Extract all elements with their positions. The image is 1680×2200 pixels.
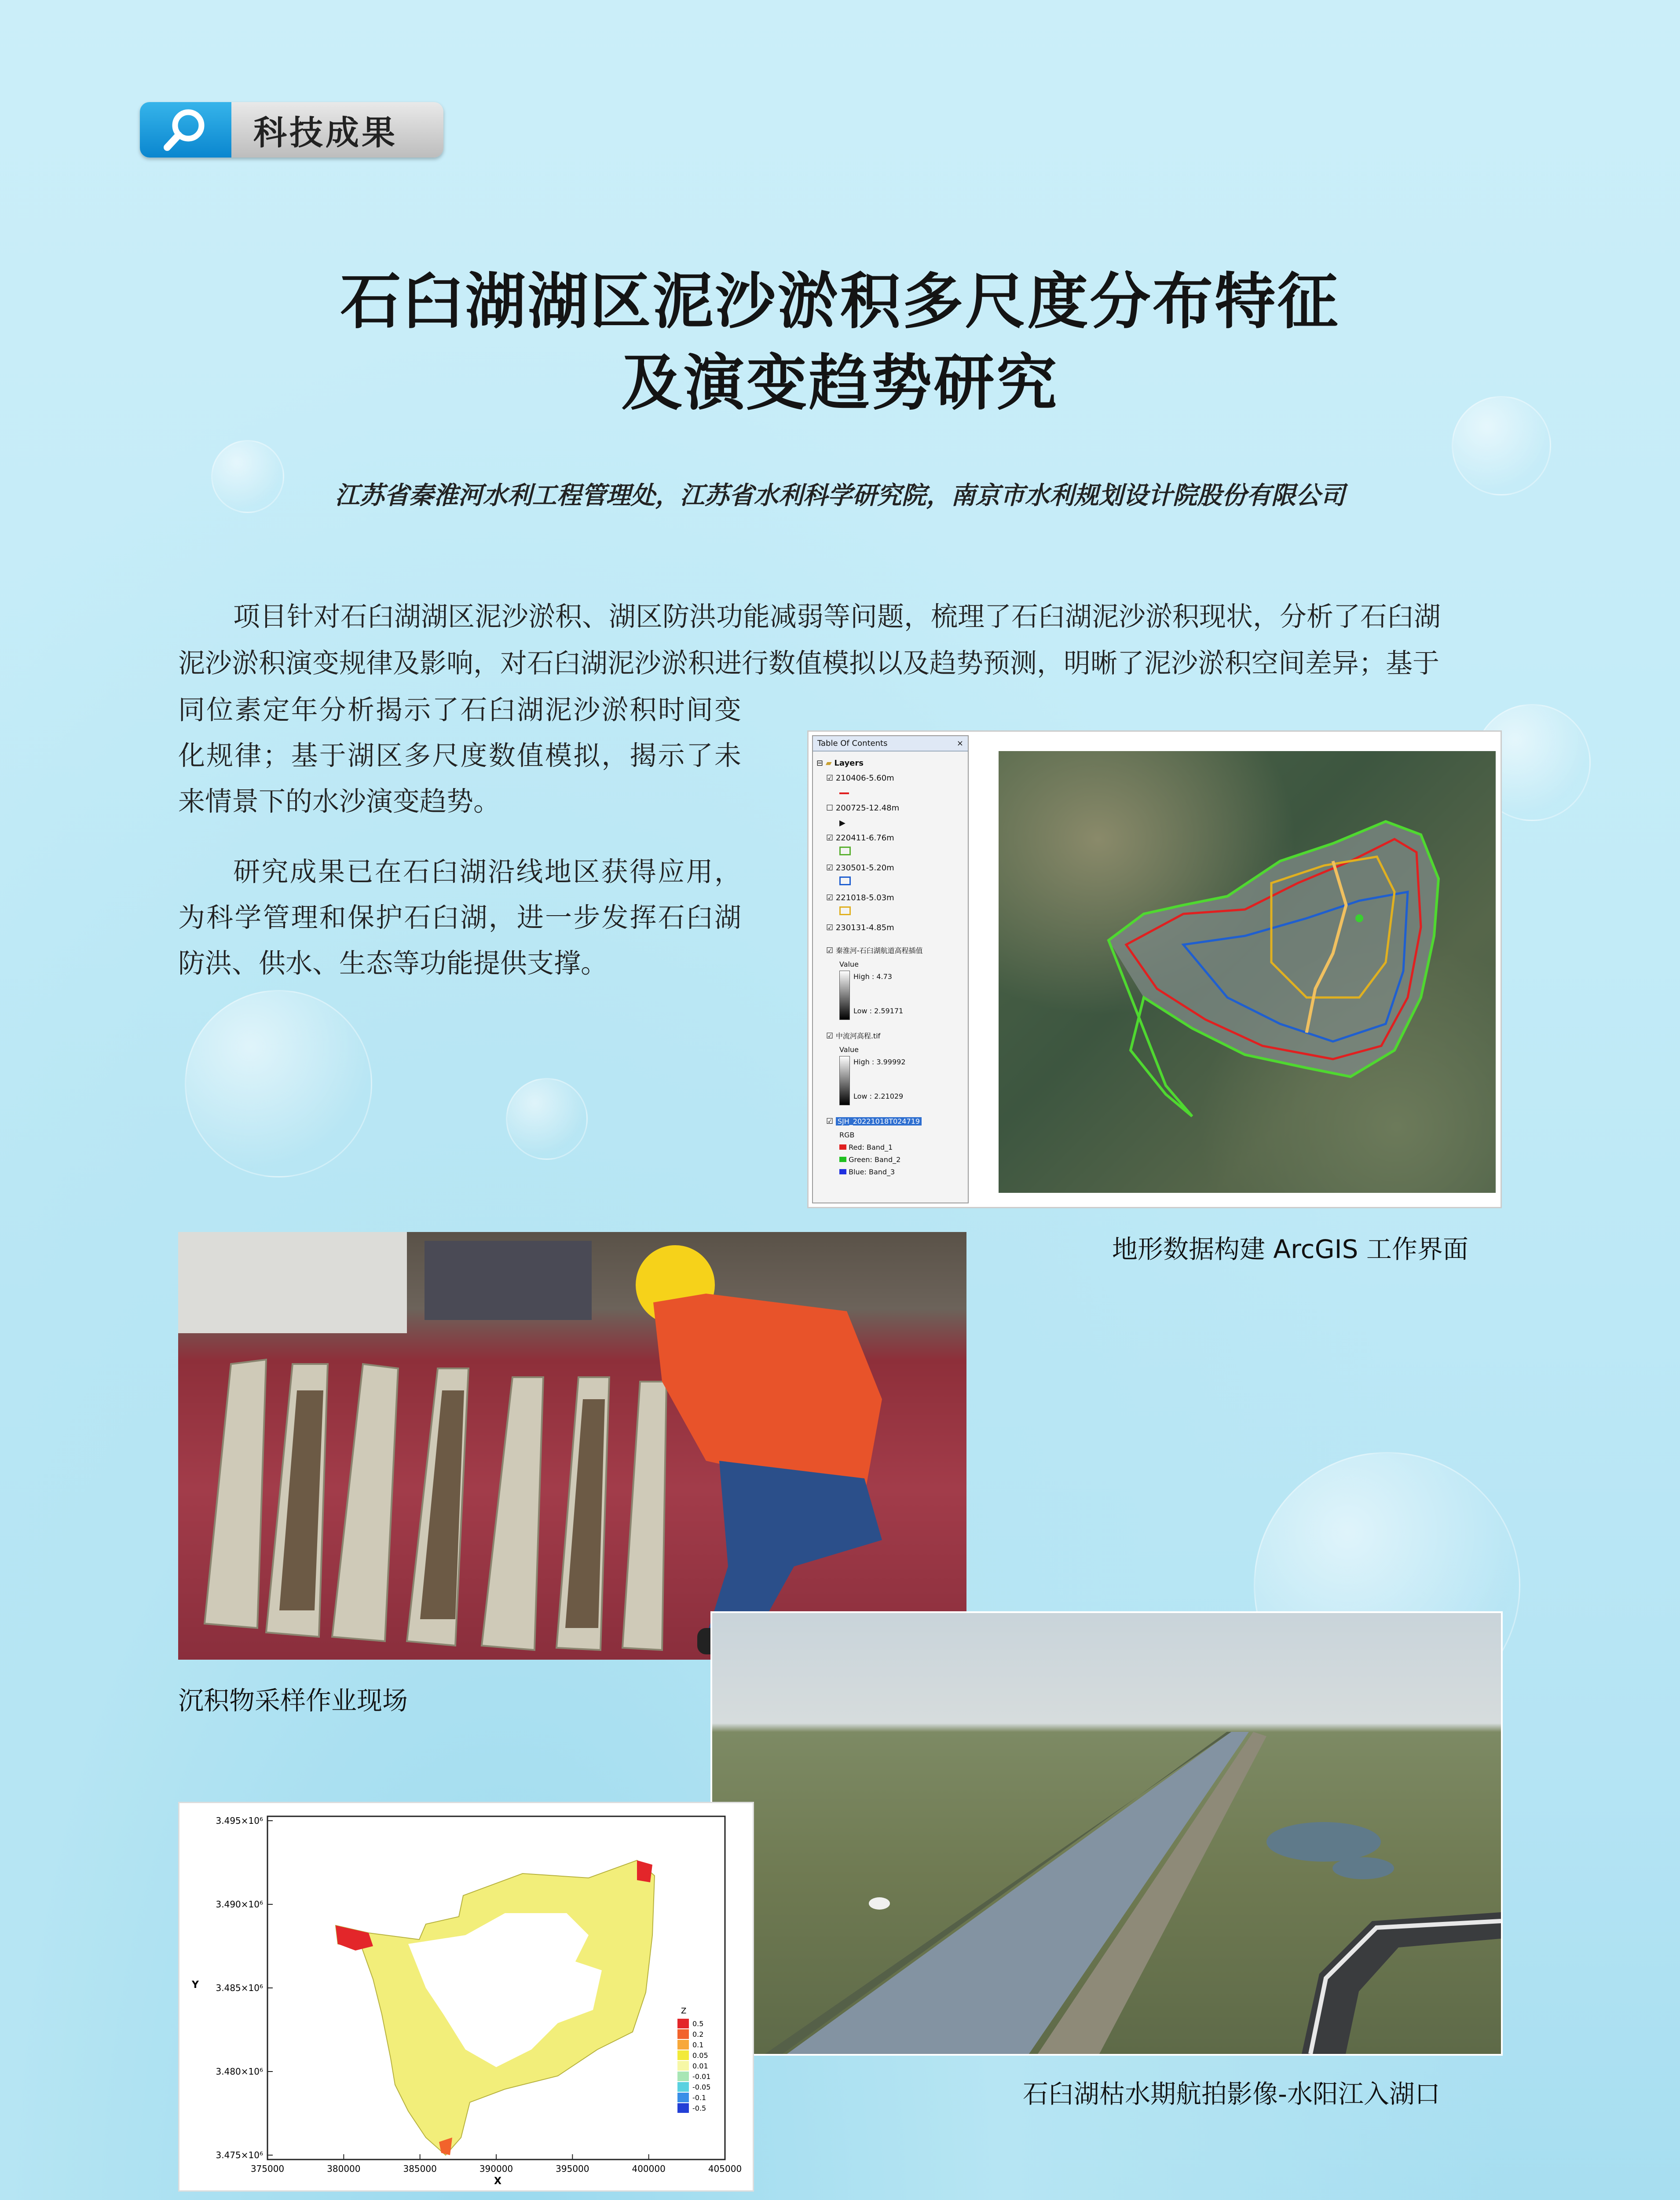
erosion-zone (336, 1925, 373, 1951)
legend-swatch (677, 2029, 689, 2039)
legend-label: 0.05 (692, 2051, 708, 2060)
y-tick-label: 3.480×10⁶ (216, 2066, 263, 2077)
layer-symbol (839, 906, 851, 915)
magnifier-icon (140, 102, 231, 158)
erosion-zone (637, 1860, 652, 1882)
legend-swatch (677, 2040, 689, 2050)
toc-root-label: Layers (834, 759, 864, 768)
legend-label: -0.5 (692, 2104, 706, 2112)
aerial-caption: 石臼湖枯水期航拍影像-水阳江入湖口 (1023, 2079, 1440, 2109)
x-tick-label: 395000 (556, 2163, 589, 2174)
aerial-photo (710, 1611, 1503, 2056)
article-authors: 江苏省秦淮河水利工程管理处，江苏省水利科学研究院，南京市水利规划设计院股份有限公司 (335, 481, 1345, 510)
layer-symbol: ▶ (839, 818, 845, 828)
layer-symbol (839, 792, 849, 794)
arcgis-screenshot (807, 730, 1502, 1208)
legend (677, 2019, 710, 2113)
article-title-line2: 及演变趋势研究 (621, 347, 1059, 418)
x-axis-label: X (494, 2176, 501, 2187)
image-layer[interactable]: ☑ SJH_20221018T024719 (826, 1114, 964, 1129)
layer-item[interactable]: ☑ 221018-5.03m (826, 893, 894, 902)
x-tick-label: 375000 (250, 2163, 285, 2174)
legend-swatch (677, 2061, 689, 2071)
x-tick-label: 405000 (708, 2163, 742, 2174)
sampling-caption: 沉积物采样作业现场 (178, 1686, 408, 1716)
legend-swatch (677, 2082, 689, 2092)
contour-plot (178, 1802, 754, 2192)
x-tick-label: 390000 (479, 2163, 513, 2174)
raster-layer[interactable]: ☑ 中流河高程.tif (826, 1031, 881, 1041)
body-line: 泥沙淤积演变规律及影响，对石臼湖泥沙淤积进行数值模拟以及趋势预测，明晰了泥沙淤积空间差异；基于 (178, 648, 1440, 679)
y-tick-label: 3.485×10⁶ (216, 1983, 263, 1993)
y-axis-label: Y (192, 1980, 199, 1991)
layer-item[interactable]: ☑ 230501-5.20m (826, 863, 894, 873)
article-title-line1: 石臼湖湖区泥沙淤积多尺度分布特征 (340, 265, 1340, 337)
section-tag (140, 102, 443, 158)
section-tag-label: 科技成果 (231, 102, 443, 158)
y-tick-label: 3.490×10⁶ (216, 1899, 263, 1910)
arcgis-caption: 地形数据构建 ArcGIS 工作界面 (1112, 1234, 1468, 1264)
layers-folder-icon: ▰ (825, 759, 832, 768)
legend-swatch (677, 2093, 689, 2102)
legend-label: 0.2 (692, 2030, 704, 2039)
body-paragraph: 研究成果已在石臼湖沿线地区获得应用，为科学管理和保护石臼湖，进一步发挥石臼湖防洪、供水、生态等功能提供支撑。 (178, 856, 741, 979)
body-paragraph: 同位素定年分析揭示了石臼湖泥沙淤积时间变化规律；基于湖区多尺度数值模拟，揭示了未来情景下的水沙演变趋势。 (178, 694, 741, 817)
legend-swatch (677, 2103, 689, 2113)
legend-swatch (677, 2019, 689, 2028)
raster-layer[interactable]: ☑ 秦淮河-石臼湖航道高程插值 (826, 946, 923, 955)
legend-swatch (677, 2072, 689, 2081)
legend-label: 0.1 (692, 2041, 704, 2049)
satellite-map[interactable] (999, 751, 1496, 1193)
close-icon[interactable]: × (956, 739, 963, 748)
layer-item[interactable]: ☑ 210406-5.60m (826, 774, 894, 783)
legend-label: -0.05 (692, 2083, 711, 2091)
decor-bubble (506, 1078, 588, 1160)
y-tick-label: 3.495×10⁶ (216, 1815, 263, 1826)
gradient-ramp (839, 1056, 850, 1105)
toc-root[interactable]: ⊟ ▰ Layers (816, 759, 864, 768)
legend-swatch (677, 2050, 689, 2060)
y-tick-label: 3.475×10⁶ (216, 2150, 263, 2160)
layer-symbol (839, 847, 851, 855)
gradient-ramp (839, 971, 850, 1020)
sampling-photo (178, 1232, 966, 1660)
x-tick-label: 385000 (403, 2163, 437, 2174)
layer-symbol (839, 876, 851, 885)
legend-label: -0.01 (692, 2072, 711, 2081)
legend-label: 0.5 (692, 2020, 704, 2028)
legend-title: Z (681, 2006, 687, 2016)
body-line: 项目针对石臼湖湖区泥沙淤积、湖区防洪功能减弱等问题，梳理了石臼湖泥沙淤积现状，分析了石臼湖 (233, 601, 1441, 632)
layer-item[interactable]: ☑ 220411-6.76m (826, 833, 894, 843)
decor-bubble (185, 990, 372, 1177)
layer-item[interactable]: ☐ 200725-12.48m (826, 803, 900, 813)
x-tick-label: 380000 (327, 2163, 361, 2174)
toc-panel: Table Of Contents × ⊟ ▰ Layers ☑ 210406-5.60m ☐ 200725-12.48m ▶ ☑ 220411-6.76m ☑ 230501-5.20m ☑ 221018-5.03m ☑ 230131-4.85m ☑ 秦淮河-石臼湖航道高程插值 Value High : 4.73 Low : 2.59171 ☑ 中流河高程.tif Value High : 3.99992 Low : 2.21029 ☑ SJH_20221018T024719 RGB Red: Band_1 Green: Band_2 Blue: Band_3 (812, 735, 969, 1203)
layer-item[interactable]: ☑ 230131-4.85m (826, 923, 894, 932)
x-tick-label: 400000 (632, 2163, 666, 2174)
legend-label: 0.01 (692, 2062, 708, 2070)
toc-title: Table Of Contents (817, 739, 888, 748)
legend-label: -0.1 (692, 2094, 706, 2102)
toc-title-bar (813, 736, 968, 752)
